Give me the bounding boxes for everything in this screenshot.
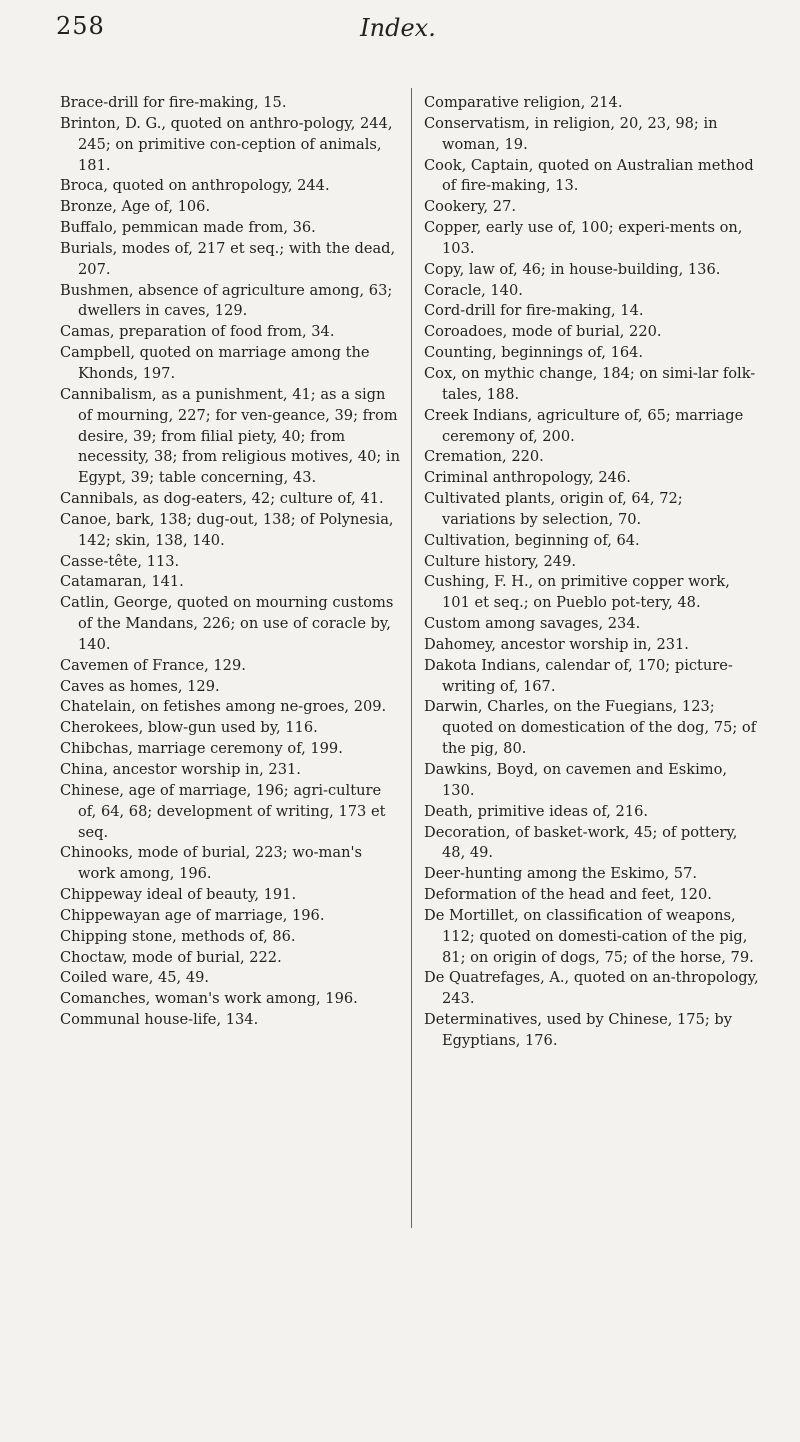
index-entry: Chippewayan age of marriage, 196.: [60, 906, 325, 924]
index-entry: Cord-drill for fire-making, 14.: [424, 302, 644, 320]
index-entry: Casse-tête, 113.: [60, 552, 180, 570]
page-header: [56, 8, 740, 48]
index-entry: Chibchas, marriage ceremony of, 199.: [60, 740, 343, 758]
index-column-right: [424, 93, 760, 1052]
index-entry: Darwin, Charles, on the Fuegians, 123; quoted on domestication of the dog, 75; of the pig, 80.: [424, 698, 757, 758]
index-entry: Cremation, 220.: [424, 448, 544, 466]
index-entry: Coiled ware, 45, 49.: [60, 969, 210, 987]
index-entry: Conservatism, in religion, 20, 23, 98; in woman, 19.: [424, 114, 718, 153]
index-entry: Cushing, F. H., on primitive copper work, 101 et seq.; on Pueblo pot-tery, 48.: [424, 573, 730, 612]
index-entry: Canoe, bark, 138; dug-out, 138; of Polynesia, 142; skin, 138, 140.: [60, 510, 394, 549]
index-entry: China, ancestor worship in, 231.: [60, 761, 301, 778]
index-entry: Camas, preparation of food from, 34.: [60, 323, 335, 341]
index-entry: Communal house-life, 134.: [60, 1011, 259, 1029]
index-entry: Cookery, 27.: [424, 198, 516, 216]
index-entry: Determinatives, used by Chinese, 175; by Egyptians, 176.: [424, 1011, 733, 1049]
index-entry: Chinese, age of marriage, 196; agri-culture of, 64, 68; development of writing, 173 et seq.: [60, 781, 386, 841]
index-entry: Culture history, 249.: [424, 552, 577, 570]
index-entry: Dawkins, Boyd, on cavemen and Eskimo, 130.: [424, 761, 728, 799]
index-entry: Catamaran, 141.: [60, 573, 184, 591]
index-entry: Chipping stone, methods of, 86.: [60, 927, 296, 945]
index-entry: Cavemen of France, 129.: [60, 656, 246, 674]
index-entry: Buffalo, pemmican made from, 36.: [60, 219, 316, 237]
index-entry: Bushmen, absence of agriculture among, 63; dwellers in caves, 129.: [60, 281, 393, 320]
index-entry: Burials, modes of, 217 et seq.; with the dead, 207.: [60, 239, 396, 278]
index-entry: Caves as homes, 129.: [60, 677, 220, 695]
index-entry: Dahomey, ancestor worship in, 231.: [424, 635, 689, 653]
index-entry: Cannibals, as dog-eaters, 42; culture of, 41.: [60, 490, 384, 508]
index-entry: Choctaw, mode of burial, 222.: [60, 948, 282, 966]
index-entry: De Mortillet, on classification of weapons, 112; quoted on domesti-cation of the pig, 81; on origin of dogs, 75; of the horse, 79.: [424, 906, 754, 966]
index-entry: Brace-drill for fire-making, 15.: [60, 94, 287, 111]
index-entry: Cultivation, beginning of, 64.: [424, 531, 640, 549]
index-entry: De Quatrefages, A., quoted on an-thropology, 243.: [424, 969, 759, 1008]
index-entry: Copper, early use of, 100; experi-ments on, 103.: [424, 219, 743, 257]
index-entry: Custom among savages, 234.: [424, 615, 641, 633]
index-entry: Comanches, woman's work among, 196.: [60, 990, 358, 1008]
index-entry: Cherokees, blow-gun used by, 116.: [60, 719, 318, 737]
index-column-left: [60, 93, 402, 1031]
index-entry: Comparative religion, 214.: [424, 94, 623, 111]
index-entry: Broca, quoted on anthropology, 244.: [60, 177, 330, 195]
index-entry: Coracle, 140.: [424, 281, 523, 299]
index-entry: Deer-hunting among the Eskimo, 57.: [424, 865, 697, 883]
index-entry: Counting, beginnings of, 164.: [424, 344, 644, 362]
index-entry: Criminal anthropology, 246.: [424, 469, 631, 487]
index-entry: Chippeway ideal of beauty, 191.: [60, 886, 297, 904]
index-entry: Cook, Captain, quoted on Australian method of fire-making, 13.: [424, 156, 754, 195]
index-entry: Chinooks, mode of burial, 223; wo-man's work among, 196.: [60, 844, 362, 883]
column-divider: [411, 88, 412, 1228]
running-title: Index.: [360, 14, 436, 42]
index-entry: Cannibalism, as a punishment, 41; as a sign of mourning, 227; for ven-geance, 39; from desire, 39; from filial piety, 40; from necessity, 38; from religious motives, 40; in Egypt, 39; table concerning, 43.: [60, 385, 400, 487]
index-entry: Cultivated plants, origin of, 64, 72; variations by selection, 70.: [424, 490, 683, 528]
index-entry: Brinton, D. G., quoted on anthro-pology, 244, 245; on primitive con-ception of animals, 181.: [60, 114, 393, 174]
index-entry: Creek Indians, agriculture of, 65; marriage ceremony of, 200.: [424, 406, 744, 445]
index-entry: Chatelain, on fetishes among ne-groes, 209.: [60, 698, 387, 716]
index-entry: Dakota Indians, calendar of, 170; picture-writing of, 167.: [424, 656, 733, 695]
page-number: 258: [56, 12, 105, 40]
index-entry: Decoration, of basket-work, 45; of pottery, 48, 49.: [424, 823, 738, 862]
index-entry: Deformation of the head and feet, 120.: [424, 886, 712, 904]
index-entry: Coroadoes, mode of burial, 220.: [424, 323, 662, 341]
index-entry: Campbell, quoted on marriage among the Khonds, 197.: [60, 344, 370, 382]
index-entry: Copy, law of, 46; in house-building, 136.: [424, 260, 721, 278]
index-entry: Death, primitive ideas of, 216.: [424, 802, 649, 820]
index-entry: Cox, on mythic change, 184; on simi-lar folk-tales, 188.: [424, 364, 756, 403]
index-entry: Catlin, George, quoted on mourning customs of the Mandans, 226; on use of coracle by, 140.: [60, 594, 394, 653]
index-entry: Bronze, Age of, 106.: [60, 198, 211, 216]
